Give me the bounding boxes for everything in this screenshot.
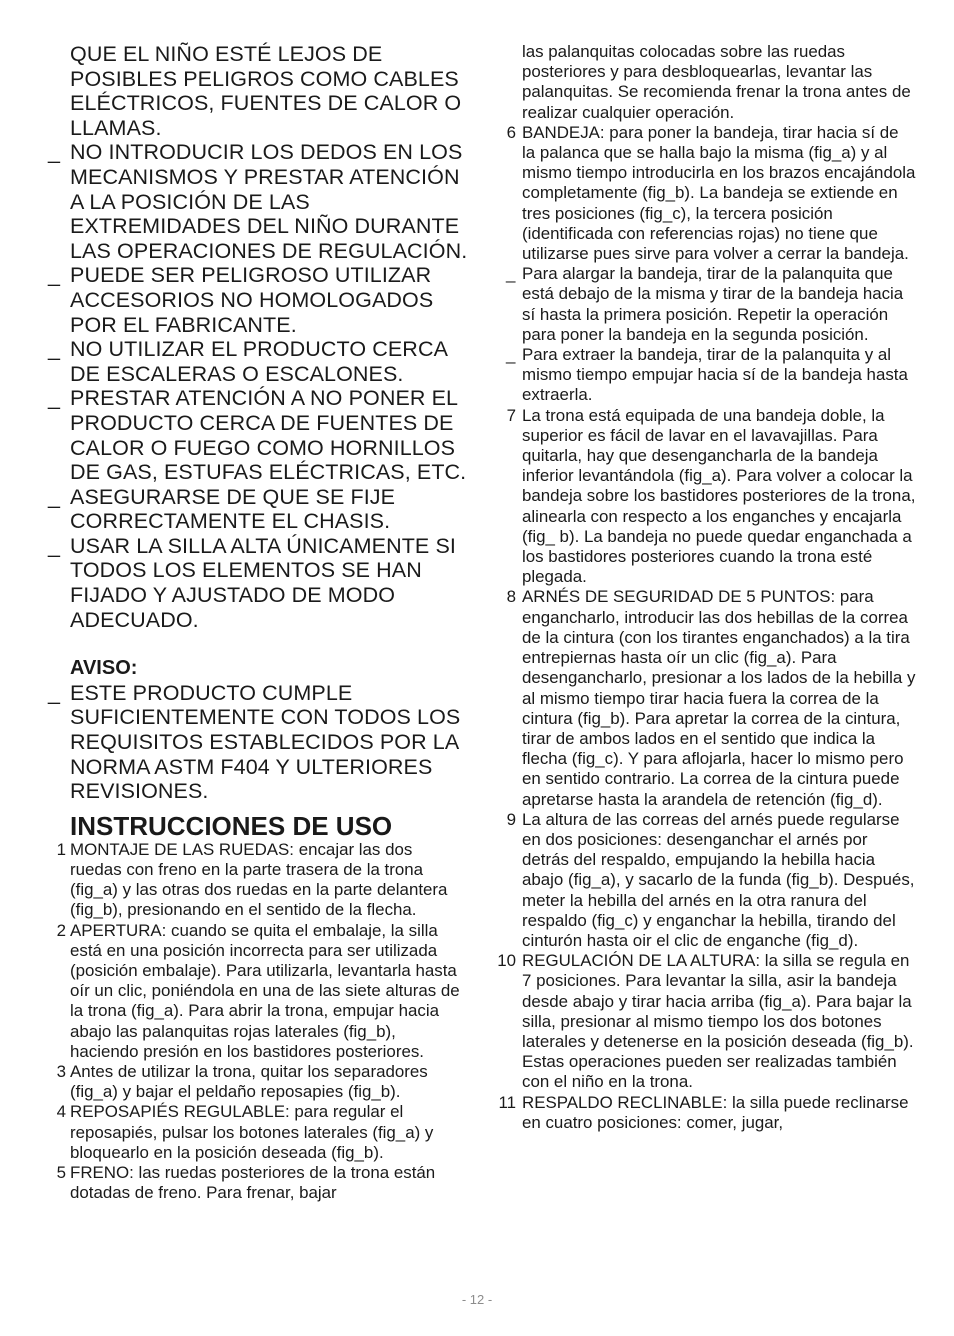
instruction-item [48,1062,468,1102]
instruction-text: REPOSAPIÉS REGULABLE: para regular el reposapiés, pulsar los botones laterales (fig_a) y bloquearlo en la posición deseada (fig_b). [70,1102,434,1162]
warning-text: USAR LA SILLA ALTA ÚNICAMENTE SI TODOS LOS ELEMENTOS SE HAN FIJADO Y AJUSTADO DE MODO ADECUADO. [70,533,456,632]
bullet: _ [506,264,516,284]
instruction-item [496,951,916,1092]
aviso-item [48,681,468,804]
warning-item [48,42,468,140]
bullet: _ [48,140,61,165]
instruction-text: La altura de las correas del arnés puede regularse en dos posiciones: desenganchar el arnés por detrás del respaldo, empujando la hebilla hacia abajo (fig_a), y sacarlo de la funda (fig_b). Después, meter la hebilla del arnés en la otra ranura del respaldo (fig_c) y enganchar la hebilla, tirando del cinturón hasta oir el clic de enganche (fig_d). [522,809,915,950]
instruction-item [48,921,468,1062]
instructions-list [48,840,468,1204]
instruction-text: La trona está equipada de una bandeja doble, la superior es fácil de lavar en el lavavajillas. Para quitarla, hay que desengancharla de la bandeja inferior levantándola (fig_a). Para volver a colocar la bandeja sobre los bastidores posteriores de la trona, alinearla con respecto a los enganches y encajarla (fig_ b). La bandeja no puede quedar enganchada a los bastidores posteriores cuando la trona esté plegada. [522,405,916,587]
instruction-text: Para alargar la bandeja, tirar de la palanquita que está debajo de la misma y tirar de la bandeja hacia sí hasta la primera posición. Repetir la operación para poner la bandeja en la segunda posición. [522,264,904,344]
instruction-item [496,587,916,809]
page-number: - 12 - [461,1292,493,1307]
warning-item [48,485,468,534]
bullet: _ [48,263,61,288]
bullet: _ [48,386,61,411]
instruction-item [496,406,916,588]
item-number: 2 [56,920,66,940]
bullet: _ [506,345,516,365]
instruction-item [48,840,468,921]
warning-text: PRESTAR ATENCIÓN A NO PONER EL PRODUCTO CERCA DE FUENTES DE CALOR O FUEGO COMO HORNILLOS DE GAS, ESTUFAS ELÉCTRICAS, ETC. [70,386,467,485]
warning-item [48,263,468,337]
right-column [496,42,916,1133]
item-number: 10 [497,951,516,971]
warning-text: NO INTRODUCIR LOS DEDOS EN LOS MECANISMOS Y PRESTAR ATENCIÓN A LA POSICIÓN DE LAS EXTREMIDADES DEL NIÑO DURANTE LAS OPERACIONES DE REGULACIÓN. [70,140,468,263]
aviso-text: ESTE PRODUCTO CUMPLE SUFICIENTEMENTE CON TODOS LOS REQUISITOS ESTABLECIDOS POR LA NORMA ASTM F404 Y ULTERIORES REVISIONES. [70,680,461,804]
instruction-text: REGULACIÓN DE LA ALTURA: la silla se regula en 7 posiciones. Para levantar la silla, asir la bandeja desde abajo y tirar hacia arriba (fig_a). Para bajar la silla, presionar al mismo tiempo los dos botones laterales y detenerse en la posición deseada (fig_b). Estas operaciones pueden ser realizadas también con el niño en la trona. [522,951,914,1092]
instruction-item [48,1102,468,1163]
instruction-text: ARNÉS DE SEGURIDAD DE 5 PUNTOS: para engancharlo, introducir las dos hebillas de la correa de la cintura (con los tirantes enganchados) a la tira entrepiernas hasta oír un clic (fig_a). Para desengancharlo, presionar a los lados de la hebilla y al mismo tiempo tirar hacia fuera la correa de la cintura (fig_b). Para apretar la correa de la cintura, tirar de ambos lados en el sentido que indica la flecha (fig_c). Y para aflojarla, hacer lo mismo pero en sentido contrario. La correa de la cintura puede apretarse hasta la arandela de retención (fig_d). [522,587,916,809]
instruction-text: APERTURA: cuando se quita el embalaje, la silla está en una posición incorrecta para ser utilizada (posición embalaje). Para utilizarla, levantarla hasta oír un clic, poniéndola en una de las siete alturas de la trona (fig_a). Para abrir la trona, empujar hacia abajo las palanquitas rojas laterales (fig_b), haciendo presión en los bastidores posteriores. [70,920,460,1061]
instruction-item [48,1163,468,1203]
warning-item [48,140,468,263]
item-number: 1 [56,839,66,859]
instruction-text: las palanquitas colocadas sobre las ruedas posteriores y para desbloquearlas, levantar las palanquitas. Se recomienda frenar la trona antes de realizar cualquier operación. [522,42,911,122]
warning-item [48,386,468,484]
instruction-text: Antes de utilizar la trona, quitar los separadores (fig_a) y bajar el peldaño reposapies (fig_b). [70,1062,428,1102]
instruction-text: Para extraer la bandeja, tirar de la palanquita y al mismo tiempo empujar hacia sí de la bandeja hasta extraerla. [522,345,908,405]
item-number: 5 [56,1163,66,1183]
item-number: 6 [506,122,516,142]
item-number: 9 [506,809,516,829]
warnings-list [48,42,468,632]
section-title: INSTRUCCIONES DE USO [70,810,393,841]
instruction-text: FRENO: las ruedas posteriores de la trona están dotadas de freno. Para frenar, bajar [70,1163,436,1203]
warning-item [48,534,468,632]
instruction-item [496,123,916,264]
warning-text: PUEDE SER PELIGROSO UTILIZAR ACCESORIOS NO HOMOLOGADOS POR EL FABRICANTE. [70,263,434,337]
warning-text: ASEGURARSE DE QUE SE FIJE CORRECTAMENTE EL CHASIS. [70,484,396,534]
warning-item [48,337,468,386]
item-number: 3 [56,1062,66,1082]
bullet: _ [48,484,61,509]
bullet: _ [48,533,61,558]
item-number: 8 [506,587,516,607]
instruction-item [496,42,916,123]
item-number: 4 [56,1102,66,1122]
instruction-item [496,345,916,406]
instruction-text: MONTAJE DE LAS RUEDAS: encajar las dos ruedas con freno en la parte trasera de la trona (fig_a) y las otras dos ruedas en la parte delantera (fig_b), presionando en el sentido de la flecha. [70,839,448,920]
instruction-text: RESPALDO RECLINABLE: la silla puede reclinarse en cuatro posiciones: comer, jugar, [522,1092,909,1132]
instruction-item [496,1093,916,1133]
instructions-continued-list [496,42,916,1133]
instruction-text: BANDEJA: para poner la bandeja, tirar hacia sí de la palanca que se halla bajo la misma (fig_a) y al mismo tiempo introducirla en los brazos encajándola completamente (fig_b). La bandeja se extiende en tres posiciones (fig_c), la tercera posición (identificada con referencias rojas) no tiene que utilizarse pues sirve para volver a cerrar la bandeja. [522,122,916,264]
warning-text: NO UTILIZAR EL PRODUCTO CERCA DE ESCALERAS O ESCALONES. [70,337,447,386]
item-number: 11 [498,1092,516,1112]
bullet: _ [48,337,61,362]
spacer [48,632,468,656]
instruction-item [496,810,916,951]
aviso-heading: AVISO: [70,657,138,680]
bullet: _ [48,680,61,705]
instruction-item [496,264,916,345]
item-number: 7 [506,405,516,425]
left-column [48,42,468,1203]
warning-text: QUE EL NIÑO ESTÉ LEJOS DE POSIBLES PELIGROS COMO CABLES ELÉCTRICOS, FUENTES DE CALOR O LLAMAS. [70,42,462,140]
